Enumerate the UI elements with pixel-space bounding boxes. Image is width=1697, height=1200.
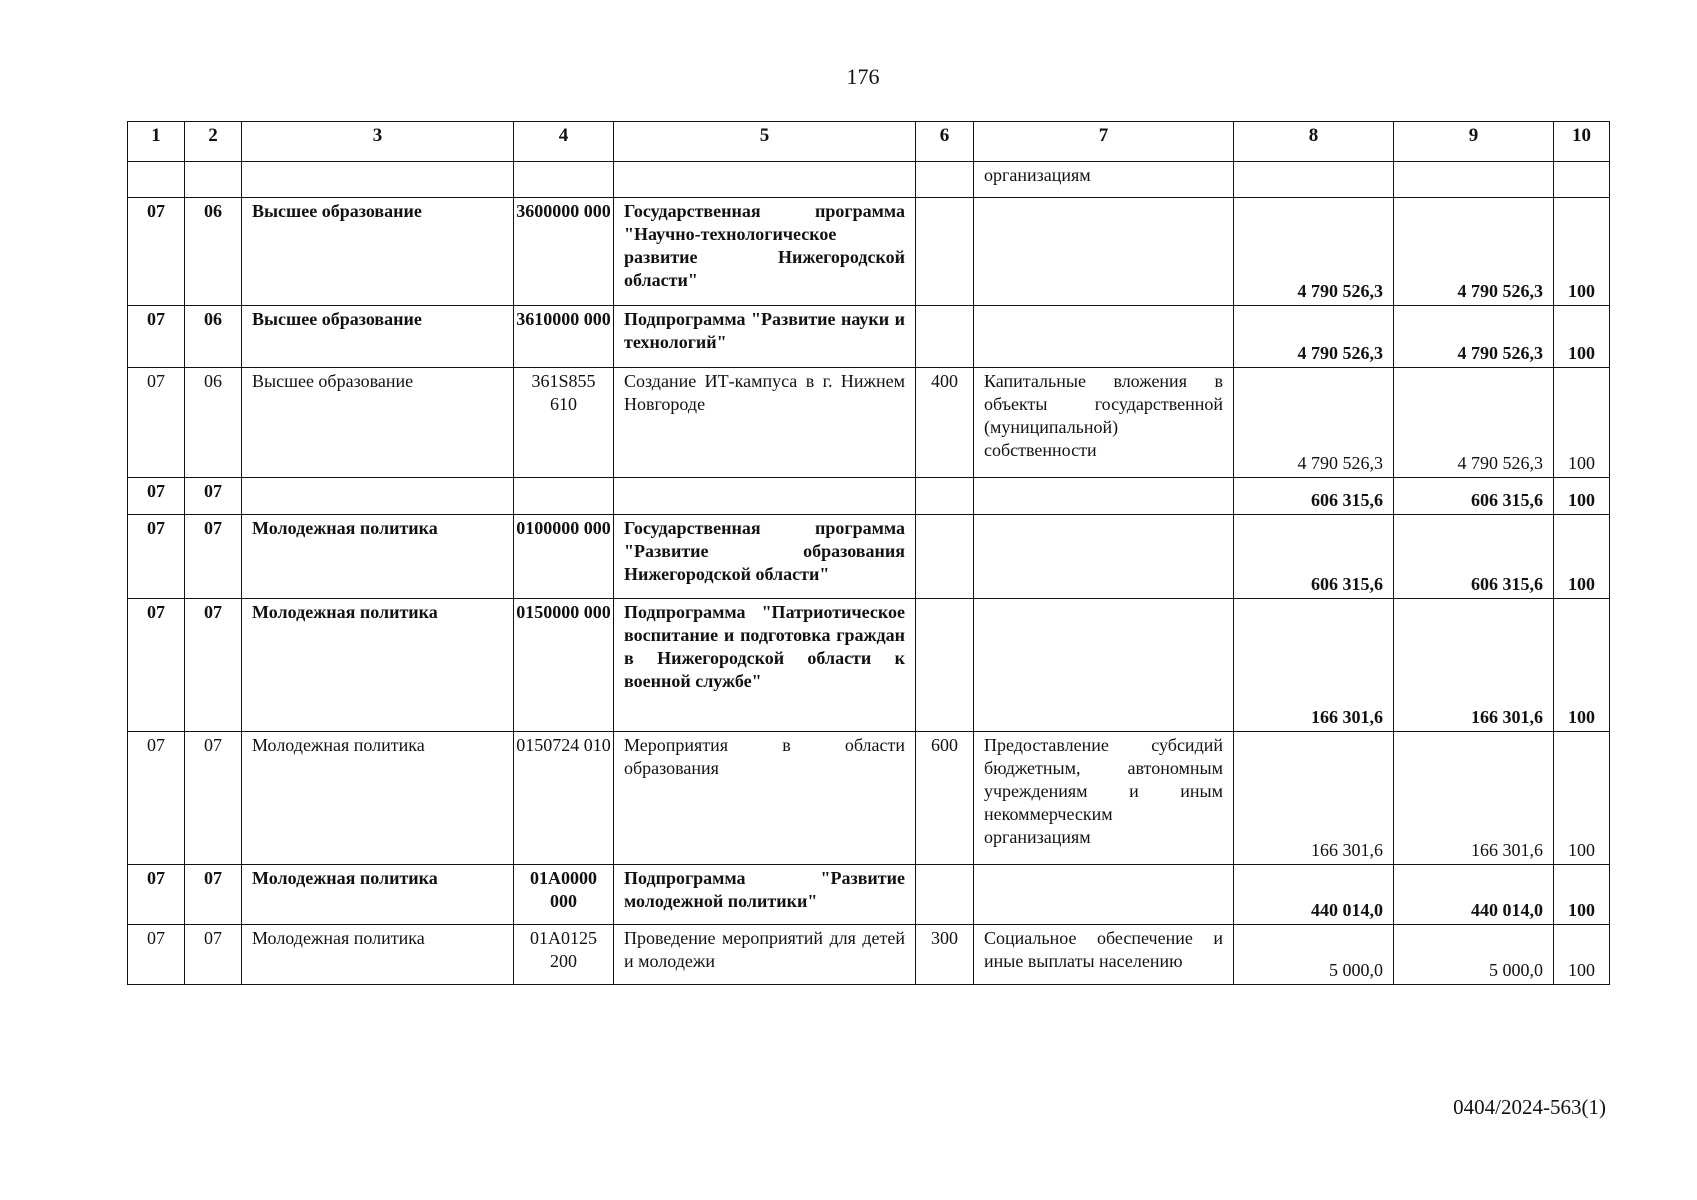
table-row bbox=[128, 368, 1610, 478]
cell-plan: 4 790 526,3 bbox=[1234, 306, 1394, 368]
table-row bbox=[128, 515, 1610, 599]
cell-percent: 100 bbox=[1554, 306, 1610, 368]
cell-section: 07 bbox=[128, 599, 185, 732]
cell-actual: 4 790 526,3 bbox=[1394, 306, 1554, 368]
table-row bbox=[128, 599, 1610, 732]
cell-subsection: 07 bbox=[185, 515, 242, 599]
cell-target-code: 0100000 000 bbox=[514, 515, 614, 599]
cell-target-code: 0150724 010 bbox=[514, 732, 614, 865]
header-cell: 10 bbox=[1554, 122, 1610, 162]
cell-name: Молодежная политика bbox=[242, 865, 514, 925]
table-row bbox=[128, 478, 1610, 515]
cell-plan: 166 301,6 bbox=[1234, 599, 1394, 732]
header-cell: 5 bbox=[614, 122, 916, 162]
cell-name: Молодежная политика bbox=[242, 925, 514, 985]
cell-subsection: 06 bbox=[185, 198, 242, 306]
cell-percent: 100 bbox=[1554, 925, 1610, 985]
cell-section: 07 bbox=[128, 925, 185, 985]
cell-expense-type bbox=[916, 599, 974, 732]
cell-target-code: 3610000 000 bbox=[514, 306, 614, 368]
cell-expense-name bbox=[974, 306, 1234, 368]
header-cell: 9 bbox=[1394, 122, 1554, 162]
cell-plan: 440 014,0 bbox=[1234, 865, 1394, 925]
table-row bbox=[128, 162, 1610, 198]
cell-name: Молодежная политика bbox=[242, 599, 514, 732]
cell-percent: 100 bbox=[1554, 865, 1610, 925]
header-cell: 8 bbox=[1234, 122, 1394, 162]
table-row bbox=[128, 198, 1610, 306]
cell-name: Молодежная политика bbox=[242, 515, 514, 599]
cell-program bbox=[614, 478, 916, 515]
cell-expense-type: 400 bbox=[916, 368, 974, 478]
cell-section: 07 bbox=[128, 515, 185, 599]
cell-program: Создание ИТ-кампуса в г. Нижнем Новгороде bbox=[614, 368, 916, 478]
cell-target-code: 01А0125 200 bbox=[514, 925, 614, 985]
cell-program: Подпрограмма "Патриотическое воспитание и подготовка граждан в Нижегородской области к военной службе" bbox=[614, 599, 916, 732]
table-row bbox=[128, 865, 1610, 925]
cell-name: Высшее образование bbox=[242, 306, 514, 368]
cell-plan: 5 000,0 bbox=[1234, 925, 1394, 985]
cell-subsection: 07 bbox=[185, 925, 242, 985]
cell-actual: 606 315,6 bbox=[1394, 478, 1554, 515]
cell-target-code: 3600000 000 bbox=[514, 198, 614, 306]
cell-expense-name bbox=[974, 478, 1234, 515]
cell-actual: 5 000,0 bbox=[1394, 925, 1554, 985]
cell-actual: 606 315,6 bbox=[1394, 515, 1554, 599]
cell-subsection: 07 bbox=[185, 599, 242, 732]
cell-name: Высшее образование bbox=[242, 368, 514, 478]
cell-percent: 100 bbox=[1554, 478, 1610, 515]
cell-name: Высшее образование bbox=[242, 198, 514, 306]
header-cell: 7 bbox=[974, 122, 1234, 162]
cell-percent: 100 bbox=[1554, 599, 1610, 732]
cell-expense-type bbox=[916, 198, 974, 306]
cell-section: 07 bbox=[128, 306, 185, 368]
cell-program bbox=[614, 162, 916, 198]
cell-section: 07 bbox=[128, 732, 185, 865]
header-cell: 3 bbox=[242, 122, 514, 162]
cell-subsection: 07 bbox=[185, 865, 242, 925]
cell-subsection: 06 bbox=[185, 306, 242, 368]
cell-section: 07 bbox=[128, 865, 185, 925]
cell-target-code: 361S855 610 bbox=[514, 368, 614, 478]
cell-section: 07 bbox=[128, 478, 185, 515]
cell-actual bbox=[1394, 162, 1554, 198]
cell-name: Молодежная политика bbox=[242, 732, 514, 865]
header-cell: 2 bbox=[185, 122, 242, 162]
cell-percent: 100 bbox=[1554, 368, 1610, 478]
cell-expense-type bbox=[916, 478, 974, 515]
table-row bbox=[128, 306, 1610, 368]
cell-expense-type bbox=[916, 162, 974, 198]
cell-expense-name bbox=[974, 198, 1234, 306]
cell-expense-name bbox=[974, 865, 1234, 925]
cell-plan: 606 315,6 bbox=[1234, 478, 1394, 515]
cell-plan: 606 315,6 bbox=[1234, 515, 1394, 599]
cell-program: Государственная программа "Развитие образования Нижегородской области" bbox=[614, 515, 916, 599]
cell-program: Подпрограмма "Развитие молодежной политики" bbox=[614, 865, 916, 925]
cell-name bbox=[242, 162, 514, 198]
header-cell: 6 bbox=[916, 122, 974, 162]
cell-expense-name: Социальное обеспечение и иные выплаты населению bbox=[974, 925, 1234, 985]
cell-percent: 100 bbox=[1554, 198, 1610, 306]
cell-percent bbox=[1554, 162, 1610, 198]
cell-plan bbox=[1234, 162, 1394, 198]
cell-expense-type: 300 bbox=[916, 925, 974, 985]
cell-program: Мероприятия в области образования bbox=[614, 732, 916, 865]
cell-actual: 440 014,0 bbox=[1394, 865, 1554, 925]
cell-subsection: 07 bbox=[185, 478, 242, 515]
cell-target-code: 01А0000 000 bbox=[514, 865, 614, 925]
cell-actual: 166 301,6 bbox=[1394, 732, 1554, 865]
cell-expense-type bbox=[916, 306, 974, 368]
document-code: 0404/2024-563(1) bbox=[1453, 1095, 1606, 1119]
cell-section: 07 bbox=[128, 198, 185, 306]
cell-expense-name: Капитальные вложения в объекты государственной (муниципальной) собственности bbox=[974, 368, 1234, 478]
cell-percent: 100 bbox=[1554, 732, 1610, 865]
budget-table bbox=[127, 121, 1610, 985]
cell-expense-type bbox=[916, 865, 974, 925]
table-header-row bbox=[128, 122, 1610, 162]
cell-program: Государственная программа "Научно-технологическое развитие Нижегородской области" bbox=[614, 198, 916, 306]
header-cell: 4 bbox=[514, 122, 614, 162]
cell-target-code: 0150000 000 bbox=[514, 599, 614, 732]
cell-expense-name: Предоставление субсидий бюджетным, автономным учреждениям и иным некоммерческим организациям bbox=[974, 732, 1234, 865]
cell-expense-name: организациям bbox=[974, 162, 1234, 198]
cell-expense-name bbox=[974, 599, 1234, 732]
cell-subsection bbox=[185, 162, 242, 198]
cell-program: Проведение мероприятий для детей и молодежи bbox=[614, 925, 916, 985]
cell-plan: 4 790 526,3 bbox=[1234, 198, 1394, 306]
cell-name bbox=[242, 478, 514, 515]
cell-subsection: 07 bbox=[185, 732, 242, 865]
page-number: 176 bbox=[846, 64, 880, 89]
table-row bbox=[128, 732, 1610, 865]
cell-plan: 166 301,6 bbox=[1234, 732, 1394, 865]
cell-section bbox=[128, 162, 185, 198]
cell-actual: 4 790 526,3 bbox=[1394, 198, 1554, 306]
cell-expense-type: 600 bbox=[916, 732, 974, 865]
cell-actual: 166 301,6 bbox=[1394, 599, 1554, 732]
table-row bbox=[128, 925, 1610, 985]
header-cell: 1 bbox=[128, 122, 185, 162]
cell-expense-name bbox=[974, 515, 1234, 599]
cell-expense-type bbox=[916, 515, 974, 599]
cell-actual: 4 790 526,3 bbox=[1394, 368, 1554, 478]
cell-target-code bbox=[514, 162, 614, 198]
cell-section: 07 bbox=[128, 368, 185, 478]
cell-subsection: 06 bbox=[185, 368, 242, 478]
cell-plan: 4 790 526,3 bbox=[1234, 368, 1394, 478]
cell-program: Подпрограмма "Развитие науки и технологий" bbox=[614, 306, 916, 368]
cell-target-code bbox=[514, 478, 614, 515]
cell-percent: 100 bbox=[1554, 515, 1610, 599]
